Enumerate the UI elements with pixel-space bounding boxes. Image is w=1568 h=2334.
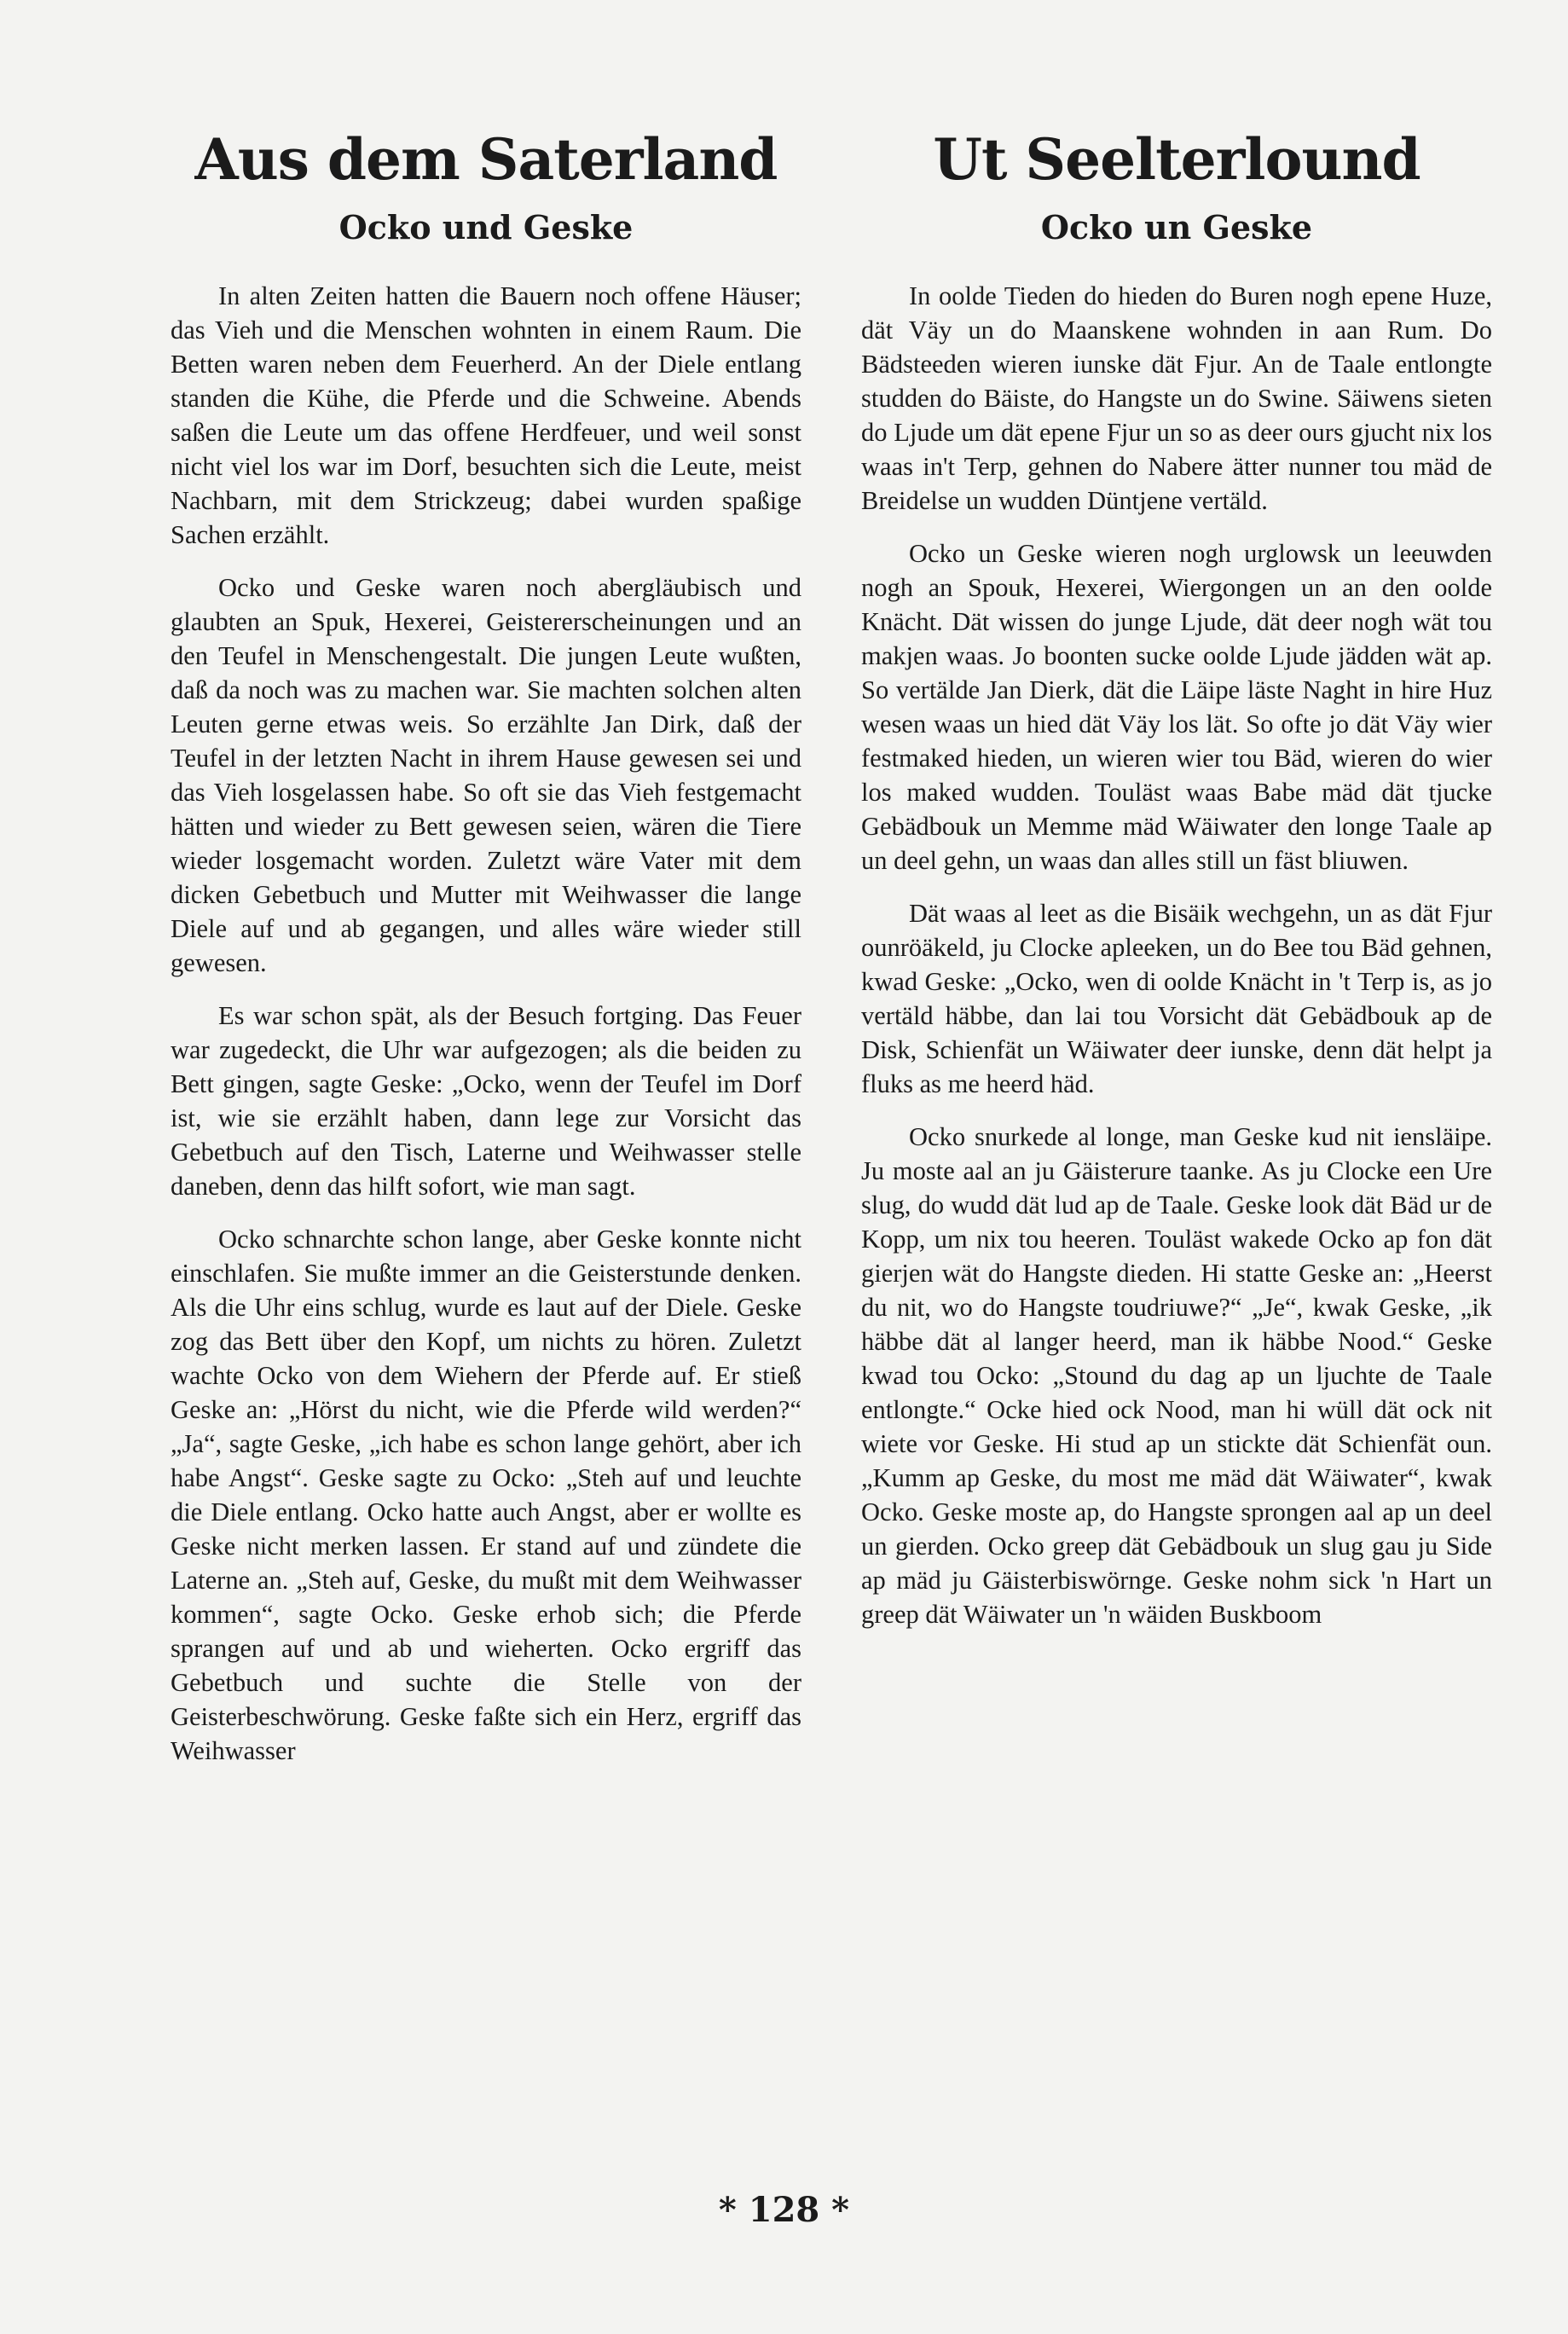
page-number: * 128 *: [718, 2190, 850, 2230]
right-title: Ut Seelterlound: [933, 126, 1420, 193]
right-paragraph-4: Ocko snurkede al longe, man Geske kud nit iensläipe. Ju moste aal an ju Gäisterure taanke. As ju Clocke een Ure slug, do wudd dät lud ap de Taale. Geske look dät Bäd ur de Kopp, um nix tou heeren. Touläst wakede Ocko ap fon dät gierjen wät do Hangste dieden. Hi statte Geske an: „Heerst du nit, wo do Hangste toudriuwe?“ „Je“, kwak Geske, „ik häbbe dät al langer heerd, man ik häbbe Nood.“ Geske kwad tou Ocko: „Stound du dag ap un ljuchte de Taale entlongte.“ Ocke hied ock Nood, man hi wüll dät ock nit wiete vor Geske. Hi stud ap un stickte dät Schienfät oun. „Kumm ap Geske, du most me mäd dät Wäiwater“, kwak Ocko. Geske moste ap, do Hangste sprongen aal ap un deel un gierden. Ocko greep dät Gebädbouk un slug gau ju Side ap mäd ju Gäisterbiswörnge. Geske nohm sick 'n Hart un greep dät Wäiwater un 'n wäiden Buskboom: [861, 1122, 1492, 1630]
right-subtitle: Ocko un Geske: [1040, 207, 1313, 246]
left-paragraph-3: Es war schon spät, als der Besuch fortging. Das Feuer war zugedeckt, die Uhr war aufgezogen; als die beiden zu Bett gingen, sagte Geske: „Ocko, wenn der Teufel im Dorf ist, wie sie erzählt haben, dann lege zur Vorsicht das Gebetbuch auf den Tisch, Laterne und Weihwasser stelle daneben, denn das hilft sofort, wie man sagt.: [171, 1001, 801, 1202]
right-paragraph-2: Ocko un Geske wieren nogh urglowsk un leeuwden nogh an Spouk, Hexerei, Wiergongen un an den oolde Knächt. Dät wissen do junge Ljude, dät deer nogh wät tou makjen waas. Jo boonten sucke oolde Ljude jädden wät ap. So vertälde Jan Dierk, dät die Läipe läste Naght in hire Huz wesen waas un hied dät Väy los lät. So ofte jo dät Väy wier festmaked hieden, un wieren wier tou Bäd, wieren do wier los maked wudden. Touläst waas Babe mäd dät tjucke Gebädbouk un Memme mäd Wäiwater den longe Taale ap un deel gehn, un waas dan alles still un fäst bliuwen.: [861, 539, 1492, 876]
left-subtitle: Ocko und Geske: [338, 207, 634, 246]
left-paragraph-4: Ocko schnarchte schon lange, aber Geske konnte nicht einschlafen. Sie mußte immer an die Geisterstunde denken. Als die Uhr eins schlug, wurde es laut auf der Diele. Geske zog das Bett über den Kopf, um nichts zu hören. Zuletzt wachte Ocko von dem Wiehern der Pferde auf. Er stieß Geske an: „Hörst du nicht, wie die Pferde wild werden?“ „Ja“, sagte Geske, „ich habe es schon lange gehört, aber ich habe Angst“. Geske sagte zu Ocko: „Steh auf und leuchte die Diele entlang. Ocko hatte auch Angst, aber er wollte es Geske nicht merken lassen. Er stand auf und zündete die Laterne an. „Steh auf, Geske, du mußt mit dem Weihwasser kommen“, sagte Ocko. Geske erhob sich; die Pferde sprangen auf und ab und wieherten. Ocko ergriff das Gebetbuch und suchte die Stelle von der Geisterbeschwörung. Geske faßte sich ein Herz, ergriff das Weihwasser: [171, 1225, 801, 1766]
left-title: Aus dem Saterland: [194, 126, 778, 193]
left-column: [171, 128, 801, 1787]
right-paragraph-3: Dät waas al leet as die Bisäik wechgehn, un as dät Fjur ounröäkeld, ju Clocke apleeken, un do Bee tou Bäd gehnen, kwad Geske: „Ocko, wen di oolde Knächt in 't Terp is, as jo vertäld häbbe, dan lai tou Vorsicht dät Gebädbouk ap de Disk, Schienfät un Wäiwater deer iunske, denn dät helpt ja fluks as me heerd häd.: [861, 899, 1492, 1099]
left-paragraph-2: Ocko und Geske waren noch abergläubisch und glaubten an Spuk, Hexerei, Geistererscheinungen und an den Teufel in Menschengestalt. Die jungen Leute wußten, daß da noch was zu machen war. Sie machten solchen alten Leuten gerne etwas weis. So erzählte Jan Dirk, daß der Teufel in der letzten Nacht in ihrem Hause gewesen sei und das Vieh losgelassen habe. So oft sie das Vieh festgemacht hätten und wieder zu Bett gewesen seien, wären die Tiere wieder losgemacht worden. Zuletzt wäre Vater mit dem dicken Gebetbuch und Mutter mit Weihwasser die lange Diele auf und ab gegangen, und alles wäre wieder still gewesen.: [171, 573, 801, 978]
right-paragraph-1: In oolde Tieden do hieden do Buren nogh epene Huze, dät Väy un do Maanskene wohnden in aan Rum. Do Bädsteeden wieren iunske dät Fjur. An de Taale entlongte studden do Bäiste, do Hangste un do Swine. Säiwens sieten do Ljude um dät epene Fjur un so as deer ours gjucht nix los waas in't Terp, gehnen do Nabere ätter nunner tou mäd de Breidelse un wudden Düntjene vertäld.: [861, 281, 1492, 516]
left-paragraph-1: In alten Zeiten hatten die Bauern noch offene Häuser; das Vieh und die Menschen wohnten in einem Raum. Die Betten waren neben dem Feuerherd. An der Diele entlang standen die Kühe, die Pferde und die Schweine. Abends saßen die Leute um das offene Herdfeuer, und weil sonst nicht viel los war im Dorf, besuchten sich die Leute, meist Nachbarn, mit dem Strickzeug; dabei wurden spaßige Sachen erzählt.: [171, 281, 801, 550]
right-column: [861, 128, 1492, 1650]
